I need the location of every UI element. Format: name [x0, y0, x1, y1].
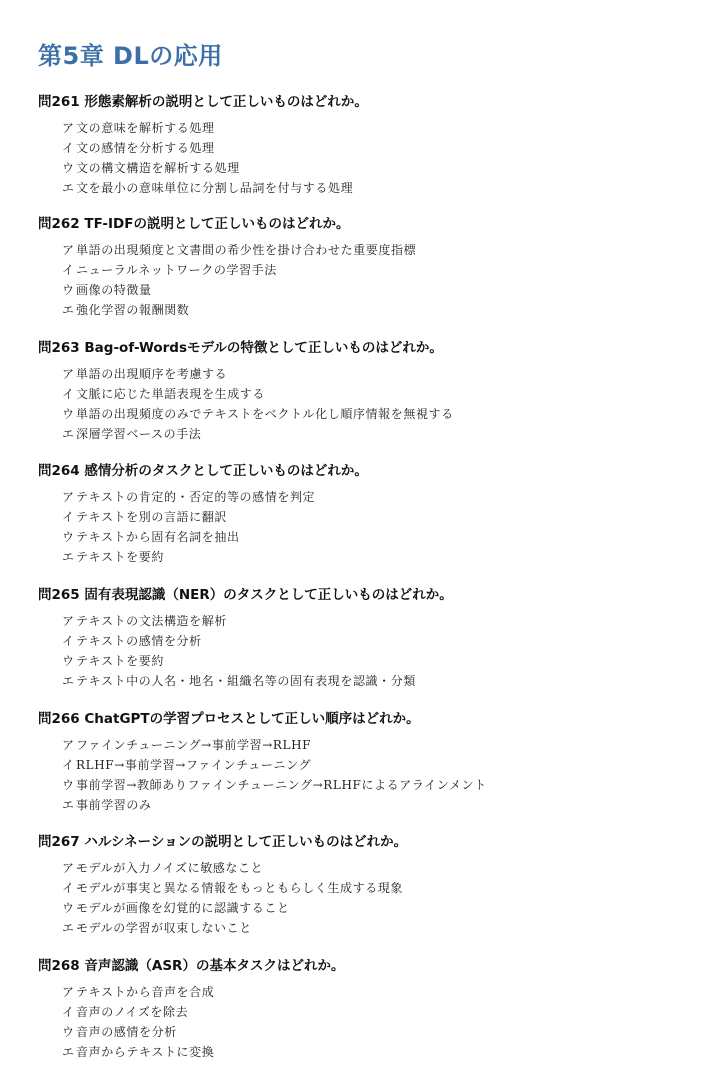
option-text: テキストを要約 [76, 654, 164, 668]
option-text: モデルが入力ノイズに敏感なこと [76, 861, 264, 875]
option-mark: イ [62, 758, 75, 772]
option-mark: ウ [62, 778, 75, 792]
option-mark: イ [62, 387, 75, 401]
option-text: 文脈に応じた単語表現を生成する [76, 387, 266, 401]
option-text: 単語の出現順序を考慮する [76, 367, 228, 381]
option-mark: エ [62, 303, 75, 317]
option-mark: イ [62, 141, 75, 155]
option-i [62, 878, 698, 898]
option-e [62, 1042, 698, 1062]
option-mark: ウ [62, 654, 75, 668]
option-text: テキストの文法構造を解析 [76, 614, 227, 628]
option-u [62, 527, 698, 547]
question-268 [38, 954, 698, 1062]
option-list [38, 364, 698, 444]
option-e [62, 671, 698, 691]
option-a [62, 735, 698, 755]
question-262 [38, 212, 698, 320]
option-u [62, 280, 698, 300]
option-mark: エ [62, 427, 75, 441]
option-mark: ア [62, 490, 75, 504]
option-text: モデルが事実と異なる情報をもっともらしく生成する現象 [76, 881, 404, 895]
option-e [62, 178, 698, 198]
option-list [38, 611, 698, 691]
question-heading: 問261 形態素解析の説明として正しいものはどれか。 [38, 94, 368, 110]
option-u [62, 1022, 698, 1042]
option-text: 事前学習のみ [76, 798, 152, 812]
option-e [62, 918, 698, 938]
question-heading: 問264 感情分析のタスクとして正しいものはどれか。 [38, 463, 368, 479]
option-a [62, 611, 698, 631]
option-mark: ウ [62, 530, 75, 544]
option-mark: ウ [62, 901, 75, 915]
option-text: テキストから音声を合成 [76, 985, 215, 999]
option-mark: ア [62, 243, 75, 257]
question-265 [38, 583, 698, 691]
option-text: 音声の感情を分析 [76, 1025, 177, 1039]
option-a [62, 487, 698, 507]
option-i [62, 384, 698, 404]
option-mark: エ [62, 921, 75, 935]
option-mark: ア [62, 985, 75, 999]
option-a [62, 364, 698, 384]
option-mark: イ [62, 510, 75, 524]
option-text: テキストから固有名詞を抽出 [76, 530, 240, 544]
option-i [62, 260, 698, 280]
option-mark: エ [62, 674, 75, 688]
option-e [62, 547, 698, 567]
question-heading: 問263 Bag-of-Wordsモデルの特徴として正しいものはどれか。 [38, 340, 443, 356]
option-list [38, 735, 698, 815]
option-mark: ウ [62, 283, 75, 297]
option-u [62, 651, 698, 671]
option-list [38, 118, 698, 198]
option-text: 強化学習の報酬関数 [76, 303, 190, 317]
option-text: 音声からテキストに変換 [76, 1045, 215, 1059]
option-text: 単語の出現頻度と文書間の希少性を掛け合わせた重要度指標 [76, 243, 417, 257]
option-text: RLHF→事前学習→ファインチューニング [76, 758, 312, 772]
option-mark: エ [62, 1045, 75, 1059]
option-text: 文の意味を解析する処理 [76, 121, 215, 135]
chapter-title: 第5章 DLの応用 [38, 42, 223, 70]
option-text: 画像の特徴量 [76, 283, 152, 297]
option-text: 文の構文構造を解析する処理 [76, 161, 240, 175]
option-mark: イ [62, 881, 75, 895]
option-mark: ア [62, 121, 75, 135]
option-list [38, 982, 698, 1062]
option-mark: イ [62, 634, 75, 648]
option-i [62, 631, 698, 651]
question-heading: 問267 ハルシネーションの説明として正しいものはどれか。 [38, 834, 408, 850]
option-text: モデルが画像を幻覚的に認識すること [76, 901, 290, 915]
option-a [62, 982, 698, 1002]
option-i [62, 755, 698, 775]
question-heading: 問262 TF-IDFの説明として正しいものはどれか。 [38, 216, 350, 232]
option-mark: ア [62, 738, 75, 752]
option-text: テキストの感情を分析 [76, 634, 202, 648]
option-mark: エ [62, 798, 75, 812]
option-u [62, 404, 698, 424]
option-u [62, 775, 698, 795]
question-267 [38, 830, 698, 938]
option-list [38, 487, 698, 567]
option-mark: ア [62, 367, 75, 381]
option-mark: イ [62, 1005, 75, 1019]
option-text: 音声のノイズを除去 [76, 1005, 189, 1019]
option-mark: ア [62, 861, 75, 875]
option-i [62, 1002, 698, 1022]
option-mark: イ [62, 263, 75, 277]
option-e [62, 424, 698, 444]
option-a [62, 858, 698, 878]
question-263 [38, 336, 698, 444]
option-mark: ア [62, 614, 75, 628]
question-heading: 問268 音声認識（ASR）の基本タスクはどれか。 [38, 958, 345, 974]
option-u [62, 898, 698, 918]
option-list [38, 858, 698, 938]
option-text: モデルの学習が収束しないこと [76, 921, 252, 935]
option-i [62, 507, 698, 527]
option-text: 事前学習→教師ありファインチューニング→RLHFによるアラインメント [76, 778, 487, 792]
option-text: 文の感情を分析する処理 [76, 141, 215, 155]
option-text: ファインチューニング→事前学習→RLHF [76, 738, 312, 752]
question-264 [38, 459, 698, 567]
option-text: テキストの肯定的・否定的等の感情を判定 [76, 490, 316, 504]
question-266 [38, 707, 698, 815]
option-mark: エ [62, 550, 75, 564]
option-text: ニューラルネットワークの学習手法 [76, 263, 277, 277]
option-mark: ウ [62, 161, 75, 175]
option-a [62, 118, 698, 138]
option-mark: エ [62, 181, 75, 195]
option-u [62, 158, 698, 178]
option-text: 深層学習ベースの手法 [76, 427, 202, 441]
option-text: テキスト中の人名・地名・組織名等の固有表現を認識・分類 [76, 674, 416, 688]
option-i [62, 138, 698, 158]
question-heading: 問266 ChatGPTの学習プロセスとして正しい順序はどれか。 [38, 711, 420, 727]
option-e [62, 795, 698, 815]
question-261 [38, 90, 698, 198]
option-text: 文を最小の意味単位に分割し品詞を付与する処理 [76, 181, 354, 195]
option-text: テキストを要約 [76, 550, 164, 564]
option-list [38, 240, 698, 320]
option-text: テキストを別の言語に翻訳 [76, 510, 227, 524]
option-mark: ウ [62, 407, 75, 421]
option-mark: ウ [62, 1025, 75, 1039]
option-a [62, 240, 698, 260]
option-text: 単語の出現頻度のみでテキストをベクトル化し順序情報を無視する [76, 407, 454, 421]
option-e [62, 300, 698, 320]
question-heading: 問265 固有表現認識（NER）のタスクとして正しいものはどれか。 [38, 587, 453, 603]
